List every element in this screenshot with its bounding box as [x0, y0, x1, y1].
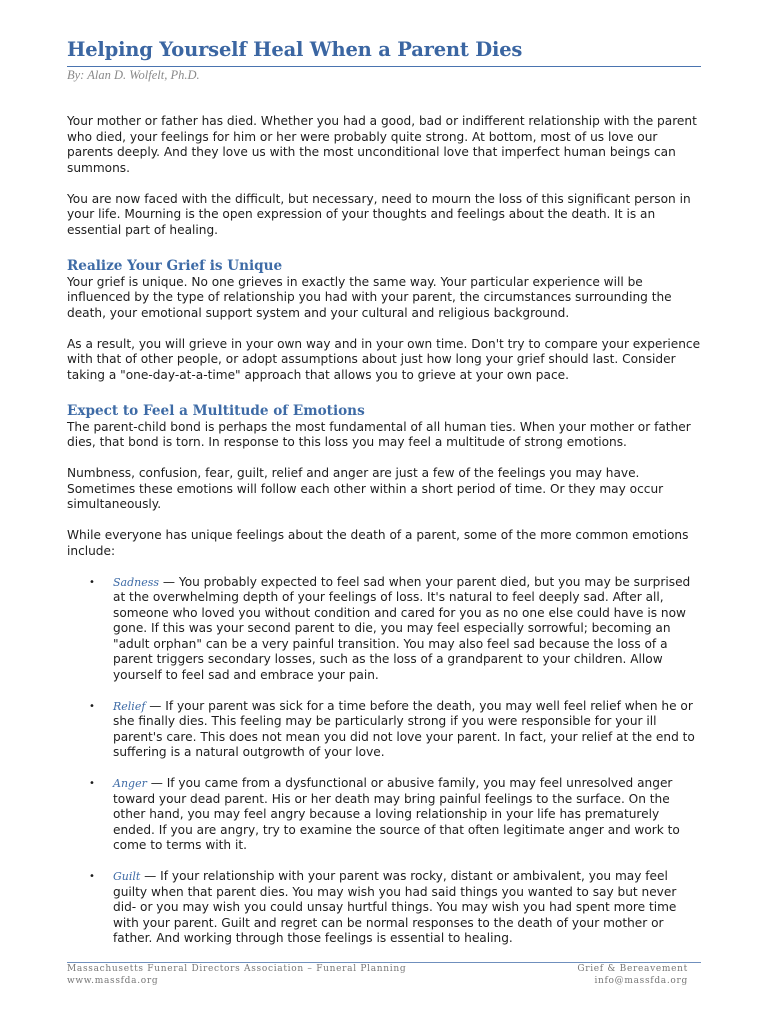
- section-heading-emotions: Expect to Feel a Multitude of Emotions: [67, 402, 365, 419]
- bullet-icon: •: [89, 576, 95, 588]
- section2-paragraph-1: The parent-child bond is perhaps the most fundamental of all human ties. When your mother or father dies, that bond is torn. In response to this loss you may feel a multitude of strong emotions.: [67, 419, 691, 449]
- list-item: [67, 575, 701, 684]
- emotions-list: [67, 575, 701, 947]
- footer-left: [67, 964, 406, 987]
- bullet-icon: •: [89, 778, 95, 789]
- intro-paragraph-2: You are now faced with the difficult, but necessary, need to mourn the loss of this significant person in your life. Mourning is the open expression of your thoughts and feelings about the death. It is an essential part of healing.: [67, 191, 691, 237]
- intro-paragraph-1: Your mother or father has died. Whether you had a good, bad or indifferent relationship with the parent who died, your feelings for him or her were probably quite strong. At bottom, most of us love our parents deeply. And they love us with the most unconditional love that imperfect human beings can summons.: [67, 114, 697, 175]
- footer-category: Grief & Bereavement: [577, 964, 688, 974]
- byline: By: Alan D. Wolfelt, Ph.D.: [67, 68, 200, 82]
- bullet-icon: •: [89, 700, 95, 712]
- section2-paragraph-2: Numbness, confusion, fear, guilt, relief and anger are just a few of the feelings you may have. Sometimes these emotions will follow each other within a short period of time. Or they may occur simultaneously.: [67, 466, 664, 511]
- list-item: [67, 869, 701, 947]
- emotion-term: Relief: [113, 699, 146, 713]
- footer-divider: [67, 962, 701, 963]
- emotion-term: Sadness: [113, 575, 160, 589]
- emotion-term: Guilt: [113, 870, 141, 883]
- footer-email-link[interactable]: info@massfda.org: [594, 975, 688, 986]
- section1-paragraph-1: Your grief is unique. No one grieves in exactly the same way. Your particular experience will be influenced by the type of relationship you had with your parent, the circumstances surrounding the death, your emotional support system and your cultural and religious background.: [67, 274, 672, 320]
- section-heading-grief-unique: Realize Your Grief is Unique: [67, 257, 283, 274]
- footer-right: [577, 964, 688, 987]
- emotion-text: — If you came from a dysfunctional or abusive family, you may feel unresolved anger toward your dead parent. His or her death may bring painful feelings to the surface. On the other hand, you may feel angry because a loving relationship in your life has prematurely ended. If you are angry, try to examine the source of that often legitimate anger and work to come to terms with it.: [113, 776, 680, 852]
- footer-association: Massachusetts Funeral Directors Association – Funeral Planning: [67, 964, 407, 974]
- section2-paragraph-3: While everyone has unique feelings about the death of a parent, some of the more common emotions include:: [67, 528, 689, 558]
- list-item: [67, 776, 701, 854]
- list-item: [67, 699, 701, 761]
- bullet-icon: •: [89, 871, 95, 882]
- page-title: Helping Yourself Heal When a Parent Dies: [67, 38, 523, 61]
- emotion-text: — You probably expected to feel sad when your parent died, but you may be surprised at the overwhelming depth of your feelings of loss. It's natural to feel deeply sad. After all, someone who loved you without condition and cared for you as no one else could have is now gone. If this was your second parent to die, you may feel especially sorrowful; becoming an "adult orphan" can be a very painful transition. You may also feel sad because the loss of a parent triggers secondary losses, such as the loss of a grandparent to your children. Allow yourself to feel sad and embrace your pain.: [113, 574, 691, 682]
- section1-paragraph-2: As a result, you will grieve in your own way and in your own time. Don't try to compare your experience with that of other people, or adopt assumptions about just how long your grief should last. Consider taking a "one-day-at-a-time" approach that allows you to grieve at your own pace.: [67, 336, 701, 382]
- emotion-text: — If your parent was sick for a time before the death, you may well feel relief when he or she finally dies. This feeling may be particularly strong if you were responsible for your ill parent's care. This does not mean you did not love your parent. In fact, your relief at the end to suffering is a natural outgrowth of your love.: [113, 698, 695, 759]
- footer-website-link[interactable]: www.massfda.org: [67, 975, 159, 986]
- article-body: [67, 114, 701, 962]
- emotion-term: Anger: [113, 777, 147, 790]
- title-divider: [67, 66, 701, 67]
- emotion-text: — If your relationship with your parent was rocky, distant or ambivalent, you may feel guilty when that parent dies. You may wish you had said things you wanted to say but never did- or you may wish you could unsay hurtful things. You may wish you had spent more time with your parent. Guilt and regret can be normal responses to the death of your mother or father. And working through those feelings is essential to healing.: [113, 869, 677, 945]
